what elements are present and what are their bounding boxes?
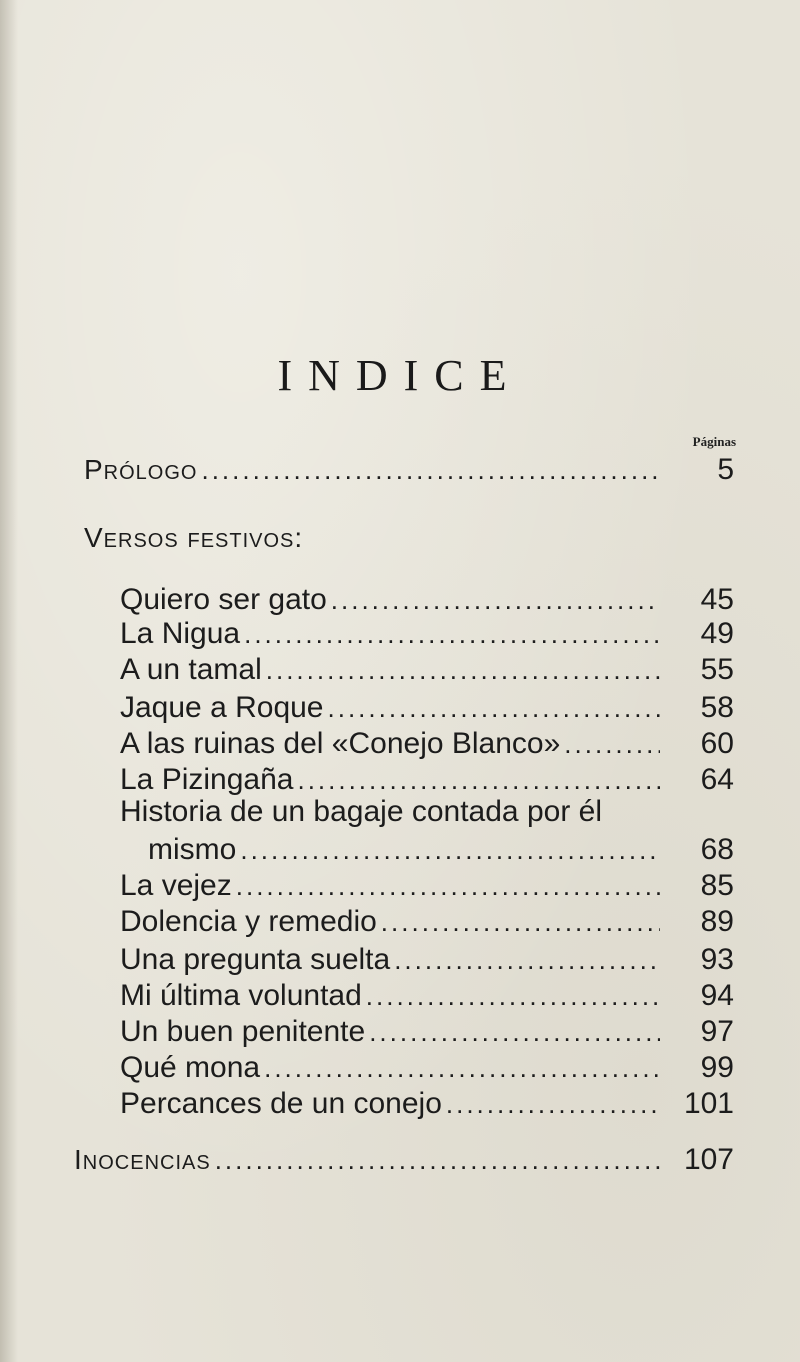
toc-label: La vejez: [120, 869, 232, 902]
toc-label: Dolencia y remedio: [120, 905, 377, 938]
toc-row: [120, 690, 734, 726]
toc-page-number: 5: [717, 453, 734, 486]
toc-page-number: 64: [700, 763, 734, 796]
toc-label: A un tamal: [120, 653, 262, 686]
toc-row-inocencias: [74, 1142, 734, 1178]
toc-row: [120, 868, 734, 904]
toc-page-number: 107: [683, 1143, 734, 1176]
toc-row: [120, 1050, 734, 1086]
toc-row-prologo: [84, 452, 734, 488]
toc-row: [120, 726, 734, 762]
section-heading-versos-festivos: Versos festivos:: [84, 522, 304, 553]
leader-dots: [381, 904, 660, 940]
toc-row: [120, 942, 734, 978]
leader-dots: [328, 690, 661, 726]
leader-dots: [446, 1086, 660, 1122]
toc-row: [120, 582, 734, 618]
toc-page-number: 49: [700, 617, 734, 650]
toc-page-number: 55: [700, 653, 734, 686]
toc-page-number: 85: [700, 869, 734, 902]
toc-row: [120, 978, 734, 1014]
toc-label: Qué mona: [120, 1051, 261, 1084]
leader-dots: [297, 762, 660, 798]
toc-page-number: 58: [700, 691, 734, 724]
toc-row: [120, 1086, 734, 1122]
toc-label: Inocencias: [74, 1144, 211, 1175]
leader-dots: [564, 726, 660, 762]
toc-label-line1: Historia de un bagaje contada por él: [120, 795, 602, 828]
leader-dots: [366, 978, 660, 1014]
toc-label: Quiero ser gato: [120, 583, 327, 616]
leader-dots: [331, 582, 660, 618]
toc-row: [120, 1014, 734, 1050]
toc-row: [120, 616, 734, 652]
toc-page-number: 93: [700, 943, 734, 976]
toc-row: [120, 762, 734, 798]
toc-page-number: 99: [700, 1051, 734, 1084]
toc-label: A las ruinas del «Conejo Blanco»: [120, 727, 561, 760]
toc-row: [148, 832, 734, 868]
toc-label: Una pregunta suelta: [120, 943, 391, 976]
toc-label: Prólogo: [84, 454, 198, 485]
toc-page-number: 68: [700, 833, 734, 866]
toc-page-number: 94: [700, 979, 734, 1012]
toc-page-number: 89: [700, 905, 734, 938]
leader-dots: [244, 616, 660, 652]
toc-page-number: 101: [683, 1087, 734, 1120]
toc-label: Un buen penitente: [120, 1015, 366, 1048]
leader-dots: [215, 1142, 660, 1178]
toc-label-line2: mismo: [148, 833, 237, 866]
leader-dots: [201, 452, 660, 488]
toc-page-number: 45: [700, 583, 734, 616]
toc-label: La Nigua: [120, 617, 241, 650]
pages-column-label: Páginas: [692, 434, 736, 449]
leader-dots: [264, 1050, 660, 1086]
toc-page-number: 97: [700, 1015, 734, 1048]
toc-label: Percances de un conejo: [120, 1087, 442, 1120]
toc-page-number: 60: [700, 727, 734, 760]
toc-row: [120, 652, 734, 688]
index-heading: INDICE: [277, 351, 523, 400]
leader-dots: [394, 942, 660, 978]
toc-label: La Pizingaña: [120, 763, 294, 796]
leader-dots: [369, 1014, 660, 1050]
leader-dots: [240, 832, 660, 868]
toc-row: [120, 904, 734, 940]
leader-dots: [266, 652, 660, 688]
toc-label: Mi última voluntad: [120, 979, 362, 1012]
page-left-edge-shadow: [0, 0, 18, 1362]
leader-dots: [236, 868, 660, 904]
toc-label: Jaque a Roque: [120, 691, 324, 724]
